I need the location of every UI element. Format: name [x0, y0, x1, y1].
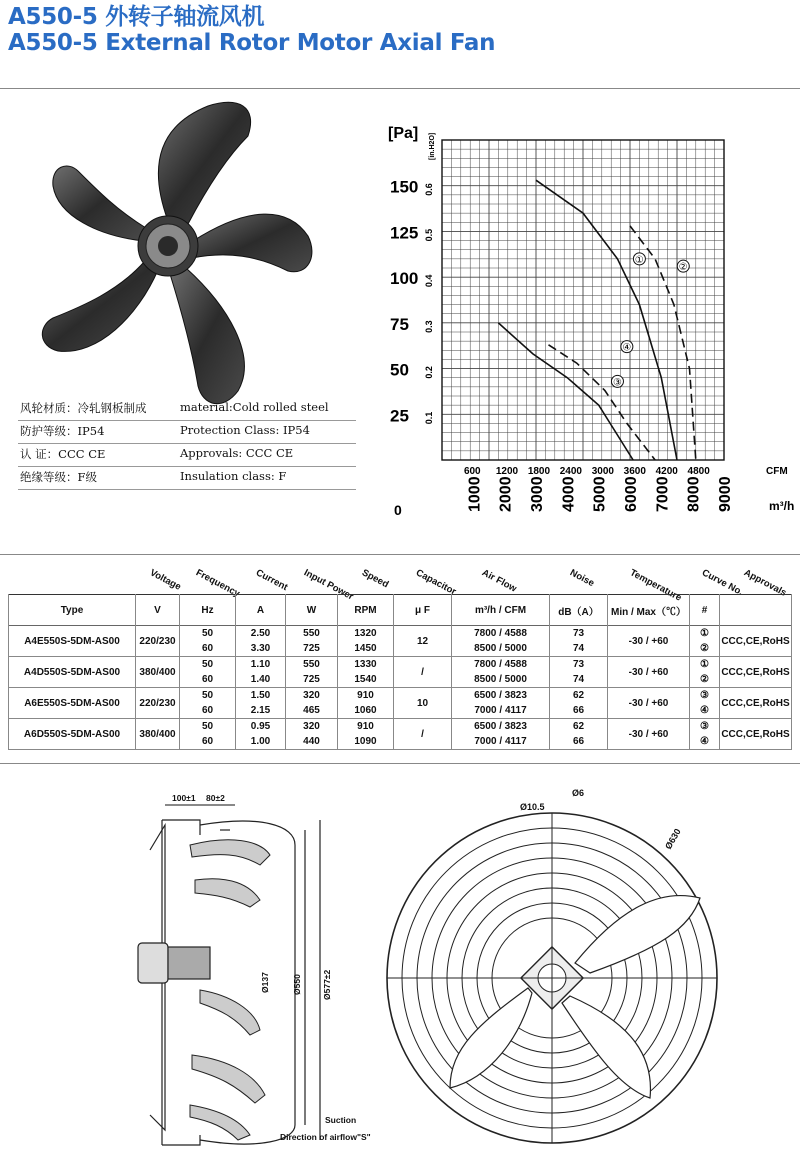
x-tick-cfm: 2400 — [559, 466, 583, 477]
noise-value: 66 — [550, 703, 608, 719]
frequency-value: 60 — [180, 734, 236, 750]
performance-curve-chart — [380, 118, 800, 528]
col-header-capacitor: μ F — [394, 595, 452, 626]
model-type: A6D550S-5DM-AS00 — [9, 719, 136, 750]
dim-100: 100±1 — [172, 793, 196, 803]
y-tick-pa: 75 — [390, 314, 409, 334]
curve-number: ① — [690, 626, 720, 642]
frequency-value: 50 — [180, 719, 236, 735]
mid-divider — [0, 554, 800, 555]
param-header-curve-no: Curve No. — [700, 567, 745, 599]
airflow-value: 7800 / 4588 — [452, 626, 550, 642]
spec-label-en: Insulation class: F — [180, 469, 287, 483]
curve-number: ② — [690, 641, 720, 657]
y-tick-inh2o: 0.4 — [424, 274, 434, 288]
param-header-capacitor: Capacitor — [414, 567, 458, 598]
x-tick-cfm: 3000 — [591, 466, 614, 477]
origin-label: 0 — [394, 502, 402, 518]
spec-label-en: Approvals: CCC CE — [180, 446, 294, 460]
spec-row-insulation — [18, 467, 356, 490]
front-view-drawing — [380, 788, 725, 1158]
x-tick-cfm: 3600 — [623, 466, 646, 477]
spec-row-protection — [18, 421, 356, 444]
param-header-current: Current — [254, 567, 290, 594]
capacitor-value: 12 — [394, 626, 452, 657]
dim-80: 80±2 — [206, 793, 225, 803]
frequency-value: 50 — [180, 688, 236, 704]
noise-value: 62 — [550, 719, 608, 735]
dim-6: Ø6 — [572, 788, 585, 798]
current-value: 2.50 — [236, 626, 286, 642]
temperature-value: -30 / +60 — [608, 626, 690, 657]
x-tick-m3h: 9000 — [717, 476, 734, 512]
x-tick-cfm: 4800 — [687, 466, 710, 477]
col-header-airflow: m³/h / CFM — [452, 595, 550, 626]
table-row — [9, 626, 792, 642]
current-value: 1.50 — [236, 688, 286, 704]
x-tick-cfm: 4200 — [655, 466, 678, 477]
y-tick-pa: 150 — [390, 177, 419, 197]
speed-value: 1330 — [338, 657, 394, 673]
curve-number: ① — [690, 657, 720, 673]
x-tick-m3h: 4000 — [560, 476, 578, 512]
airflow-value: 8500 / 5000 — [452, 641, 550, 657]
power-value: 725 — [286, 672, 338, 688]
y-tick-inh2o: 0.2 — [424, 366, 434, 379]
dim-550: Ø550 — [292, 974, 302, 995]
spec-label-en: Protection Class: IP54 — [180, 423, 310, 437]
approvals-value: CCC,CE,RoHS — [720, 688, 792, 719]
col-header-noise: dB（A） — [550, 595, 608, 626]
power-value: 725 — [286, 641, 338, 657]
temperature-value: -30 / +60 — [608, 688, 690, 719]
table-row — [9, 719, 792, 735]
frequency-value: 50 — [180, 657, 236, 673]
col-header-type: Type — [9, 595, 136, 626]
col-header-temperature: Min / Max（℃） — [608, 595, 690, 626]
temperature-value: -30 / +60 — [608, 719, 690, 750]
page-title-en: A550-5 External Rotor Motor Axial Fan — [8, 30, 496, 56]
suction-label: Suction — [325, 1115, 357, 1125]
voltage-value: 220/230 — [136, 688, 180, 719]
airflow-value: 8500 / 5000 — [452, 672, 550, 688]
spec-label-cn: 认 证：CCC CE — [20, 447, 106, 461]
speed-value: 1540 — [338, 672, 394, 688]
curve-label-3: ③ — [612, 377, 622, 389]
spec-label-cn: 绝缘等级：F级 — [20, 470, 97, 484]
noise-value: 73 — [550, 657, 608, 673]
page-title-cn: A550-5 外转子轴流风机 — [8, 4, 265, 30]
speed-value: 1060 — [338, 703, 394, 719]
dim-577: Ø577±2 — [322, 969, 332, 1000]
power-value: 320 — [286, 688, 338, 704]
noise-value: 62 — [550, 688, 608, 704]
x-tick-m3h: 3000 — [529, 476, 546, 512]
y-tick-inh2o: 0.5 — [424, 228, 434, 242]
y-tick-pa: 125 — [390, 223, 419, 243]
airflow-value: 6500 / 3823 — [452, 688, 550, 704]
col-header-approvals — [720, 595, 792, 626]
approvals-value: CCC,CE,RoHS — [720, 719, 792, 750]
y-tick-pa: 100 — [390, 269, 419, 289]
y-tick-inh2o: 0.3 — [424, 320, 434, 333]
x-tick-m3h: 2000 — [497, 476, 515, 512]
col-header-power: W — [286, 595, 338, 626]
airflow-label: Direction of airflow"S" — [280, 1132, 371, 1142]
voltage-value: 380/400 — [136, 657, 180, 688]
spec-row-material — [18, 398, 356, 421]
curve-number: ③ — [690, 719, 720, 735]
col-header-frequency: Hz — [180, 595, 236, 626]
param-header-speed: Speed — [360, 567, 391, 591]
y-tick-inh2o: 0.1 — [424, 411, 434, 425]
curve-3 — [498, 323, 633, 460]
spec-label-cn: 防护等级：IP54 — [20, 424, 105, 438]
approvals-value: CCC,CE,RoHS — [720, 657, 792, 688]
curve-number: ③ — [690, 688, 720, 704]
table-row — [9, 688, 792, 704]
frequency-value: 60 — [180, 672, 236, 688]
param-header-approvals: Approvals — [742, 567, 789, 599]
airflow-value: 7000 / 4117 — [452, 734, 550, 750]
x-tick-cfm: 600 — [463, 466, 481, 477]
power-value: 550 — [286, 657, 338, 673]
x-axis-label-m3h: m³/h — [769, 499, 795, 513]
param-header-temperature: Temperature — [628, 567, 684, 604]
noise-value: 74 — [550, 641, 608, 657]
capacitor-value: / — [394, 657, 452, 688]
dim-137: Ø137 — [260, 972, 270, 993]
speed-value: 910 — [338, 688, 394, 704]
speed-value: 1450 — [338, 641, 394, 657]
curve-number: ④ — [690, 734, 720, 750]
current-value: 2.15 — [236, 703, 286, 719]
col-header-current: A — [236, 595, 286, 626]
x-tick-cfm: 1800 — [527, 466, 551, 477]
param-header-air-flow: Air Flow — [480, 567, 519, 595]
frequency-value: 60 — [180, 703, 236, 719]
x-tick-m3h: 7000 — [654, 476, 672, 512]
spec-label-cn: 风轮材质：冷轧钢板制成 — [20, 401, 147, 415]
current-value: 0.95 — [236, 719, 286, 735]
power-value: 440 — [286, 734, 338, 750]
speed-value: 1320 — [338, 626, 394, 642]
model-type: A4E550S-5DM-AS00 — [9, 626, 136, 657]
param-header-noise: Noise — [568, 567, 597, 590]
x-tick-m3h: 8000 — [685, 476, 703, 512]
param-header-voltage: Voltage — [148, 567, 183, 593]
fan-product-image — [30, 96, 330, 386]
frequency-value: 60 — [180, 641, 236, 657]
airflow-value: 7800 / 4588 — [452, 657, 550, 673]
power-value: 465 — [286, 703, 338, 719]
x-tick-m3h: 1000 — [466, 476, 484, 512]
curve-label-4: ④ — [622, 342, 632, 354]
y-tick-pa: 50 — [390, 360, 409, 380]
param-header-input-power: Input Power — [302, 567, 356, 603]
power-value: 320 — [286, 719, 338, 735]
y-axis-label-2: [in.H2O] — [429, 132, 436, 160]
curve-label-2: ② — [678, 262, 688, 274]
col-header-voltage: V — [136, 595, 180, 626]
airflow-value: 7000 / 4117 — [452, 703, 550, 719]
y-axis-label: [Pa] — [388, 125, 419, 142]
y-tick-pa: 25 — [390, 406, 409, 426]
voltage-value: 380/400 — [136, 719, 180, 750]
speed-value: 910 — [338, 719, 394, 735]
spec-label-en: material:Cold rolled steel — [180, 400, 329, 414]
col-header-speed: RPM — [338, 595, 394, 626]
approvals-value: CCC,CE,RoHS — [720, 626, 792, 657]
x-tick-m3h: 5000 — [591, 476, 609, 512]
x-tick-m3h: 6000 — [623, 476, 640, 512]
current-value: 1.40 — [236, 672, 286, 688]
curve-label-1: ① — [634, 254, 644, 266]
airflow-value: 6500 / 3823 — [452, 719, 550, 735]
dim-10-5: Ø10.5 — [520, 802, 545, 812]
dim-630: Ø630 — [663, 826, 683, 851]
x-axis-label-cfm: CFM — [766, 466, 788, 477]
spec-row-approvals — [18, 444, 356, 467]
side-view-drawing — [120, 785, 371, 1155]
y-tick-inh2o: 0.6 — [424, 183, 434, 196]
curve-number: ② — [690, 672, 720, 688]
temperature-value: -30 / +60 — [608, 657, 690, 688]
param-header-frequency: Frequency — [194, 567, 242, 600]
frequency-value: 50 — [180, 626, 236, 642]
table-row — [9, 657, 792, 673]
current-value: 3.30 — [236, 641, 286, 657]
table-bottom-divider — [0, 763, 800, 764]
model-type: A4D550S-5DM-AS00 — [9, 657, 136, 688]
top-divider — [0, 88, 800, 89]
x-tick-cfm: 1200 — [495, 466, 519, 477]
model-type: A6E550S-5DM-AS00 — [9, 688, 136, 719]
capacitor-value: / — [394, 719, 452, 750]
current-value: 1.10 — [236, 657, 286, 673]
voltage-value: 220/230 — [136, 626, 180, 657]
power-value: 550 — [286, 626, 338, 642]
curve-number: ④ — [690, 703, 720, 719]
model-spec-table — [8, 594, 792, 750]
noise-value: 74 — [550, 672, 608, 688]
noise-value: 66 — [550, 734, 608, 750]
speed-value: 1090 — [338, 734, 394, 750]
col-header-curve: # — [690, 595, 720, 626]
capacitor-value: 10 — [394, 688, 452, 719]
noise-value: 73 — [550, 626, 608, 642]
current-value: 1.00 — [236, 734, 286, 750]
